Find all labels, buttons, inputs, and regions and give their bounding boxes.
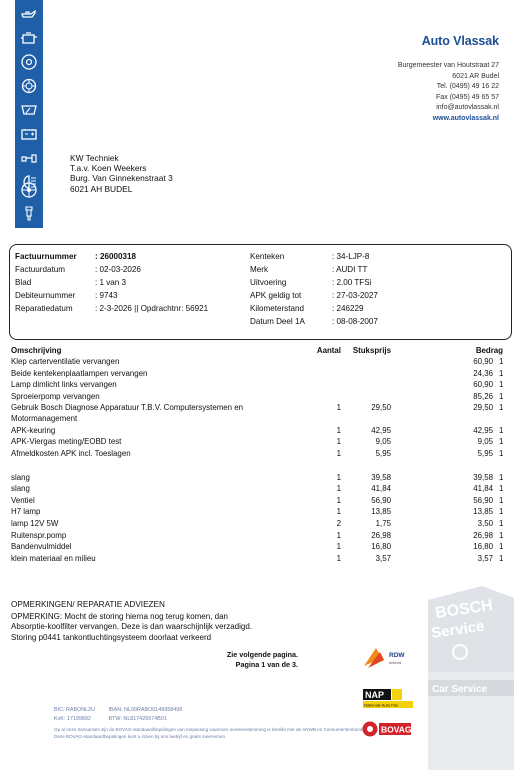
- invoice-field: [15, 276, 208, 289]
- table-row: [11, 426, 509, 438]
- vehicle-field: [250, 315, 378, 328]
- recipient-line: Burg. Van Ginnekenstraat 3: [70, 173, 173, 184]
- bank-details: [54, 706, 194, 723]
- next-page-note: Zie volgende pagina.: [226, 650, 298, 659]
- line-amount: 13,85: [473, 507, 493, 517]
- line-amount: 9,05: [477, 437, 493, 447]
- nap-text: NAP: [365, 690, 385, 700]
- company-street: Burgemeester van Houtstraat 27: [397, 62, 499, 69]
- line-unit-price: 39,58: [371, 472, 391, 482]
- table-row: [11, 519, 509, 531]
- line-quantity: 1: [336, 472, 341, 482]
- line-vat-code: 1: [499, 472, 504, 482]
- bovag-text: BOVAG: [381, 724, 412, 735]
- battery-icon: [19, 124, 39, 144]
- recipient-line: KW Techniek: [70, 153, 119, 163]
- company-name: Auto Vlassak: [421, 34, 499, 48]
- parts-lines: [11, 473, 509, 566]
- table-row: [11, 369, 509, 381]
- line-vat-code: 1: [499, 391, 504, 401]
- company-website[interactable]: www.autovlassak.nl: [432, 114, 499, 122]
- terms-note: Op al onze transacties zijn de BOVAG-standaardbepalingen van toepassing waarover overeenstemming is bereikt met de ANWB en Consumentenbond. Deze BOVAG-standaardbepalingen kunt u inzien bij ons bedrijf en gratis meenemen.: [54, 727, 364, 739]
- recipient-line: 6021 AH BUDEL: [70, 183, 133, 194]
- line-description: lamp 12V 5W: [11, 519, 59, 529]
- field-label: Factuurnummer: [15, 252, 77, 261]
- line-unit-price: 9,05: [375, 437, 391, 447]
- line-vat-code: 1: [499, 542, 504, 552]
- invoice-meta: [15, 250, 208, 315]
- line-amount: 24,36: [473, 368, 493, 378]
- remark-line: Absorptie-koolfilter vervangen. Deze is dan waarschijnlijk verzadigd.: [11, 622, 253, 631]
- line-description: Lamp dimlicht links vervangen: [11, 380, 117, 390]
- table-row: [11, 380, 509, 392]
- company-fax: Fax (0495) 49 65 57: [435, 93, 499, 101]
- line-description: Ventiel: [11, 495, 35, 505]
- remarks-heading: OPMERKINGEN/ REPARATIE ADVIEZEN: [11, 600, 165, 609]
- mileage: : 246229: [332, 302, 364, 315]
- invoice-field: [15, 250, 208, 263]
- table-row: [11, 507, 509, 519]
- field-label: Datum Deel 1A: [250, 317, 305, 326]
- line-quantity: 1: [336, 553, 341, 563]
- company-email[interactable]: info@autovlassak.nl: [436, 104, 499, 112]
- line-quantity: 1: [336, 495, 341, 505]
- company-phone: Tel. (0495) 49 16 22: [436, 83, 499, 91]
- line-quantity: 2: [336, 519, 341, 529]
- line-quantity: 1: [336, 542, 341, 552]
- line-description: klein materiaal en milieu: [11, 553, 96, 563]
- line-vat-code: 1: [499, 553, 504, 563]
- line-unit-price: 5,95: [375, 449, 391, 459]
- rdw-sub: erkend: [389, 660, 402, 665]
- air-filter-icon: [19, 76, 39, 96]
- line-amount: 41,84: [473, 484, 493, 494]
- line-vat-code: 1: [499, 495, 504, 505]
- line-amount: 85,26: [473, 391, 493, 401]
- recipient-line: T.a.v. Koen Weekers: [70, 163, 147, 174]
- line-unit-price: 1,75: [375, 519, 391, 529]
- nap-sub: Nationale Auto Pas: [364, 702, 399, 708]
- line-description: Ruitenspr.pomp: [11, 530, 67, 540]
- table-row: [11, 484, 509, 496]
- line-amount: 3,50: [477, 519, 493, 529]
- table-row: [11, 542, 509, 554]
- field-label: Kilometerstand: [250, 304, 304, 313]
- kvk-number: KvK: 17199892: [54, 715, 91, 722]
- repair-date: : 2-3-2026 || Opdrachtnr: 56921: [95, 302, 208, 315]
- table-row: [11, 449, 509, 461]
- field-label: APK geldig tot: [250, 291, 302, 300]
- table-row: [11, 531, 509, 543]
- line-quantity: 1: [336, 530, 341, 540]
- line-description: H7 lamp: [11, 507, 41, 517]
- line-description: Klep carterventilatie vervangen: [11, 357, 120, 366]
- line-unit-price: 56,90: [371, 495, 391, 505]
- table-row: [11, 554, 509, 566]
- iban: IBAN: NL09RABO0149958498: [108, 707, 183, 713]
- remark-line: Storing p0441 tankontluchtingsysteem doorlaat verkeerd: [11, 632, 212, 642]
- table-row: [11, 392, 509, 404]
- line-amount: 60,90: [473, 380, 493, 390]
- vehicle-field: [250, 276, 378, 289]
- brake-disc-icon: [19, 52, 39, 72]
- company-city: 6021 AR Budel: [452, 72, 499, 80]
- line-unit-price: 16,80: [371, 542, 391, 552]
- line-amount: 26,98: [473, 530, 493, 540]
- brand: : AUDI TT: [332, 263, 367, 276]
- line-amount: 39,58: [473, 472, 493, 482]
- invoice-lines-table: [11, 346, 509, 565]
- apk-valid-until: : 27-03-2027: [332, 289, 378, 302]
- table-row: [11, 496, 509, 508]
- table-row: [11, 473, 509, 485]
- column-description: Omschrijving: [11, 346, 62, 355]
- table-header: [11, 346, 509, 357]
- vat-number: BTW: NL817426574B01: [108, 715, 167, 722]
- spark-plug-icon: [19, 204, 39, 224]
- invoice-date: : 02-03-2026: [95, 263, 141, 276]
- table-row: [11, 357, 509, 369]
- line-description: APK-Viergas meting/EOBD test: [11, 437, 122, 447]
- line-amount: 42,95: [473, 425, 493, 435]
- license-plate: : 34-LJP-8: [332, 250, 369, 263]
- line-quantity: 1: [336, 484, 341, 494]
- sheet-number: : 1 van 3: [95, 276, 126, 289]
- watermark-car-service: Car Service: [432, 684, 488, 695]
- service-icon-strip: [15, 0, 43, 228]
- engine-icon: [19, 28, 39, 48]
- line-quantity: 1: [336, 507, 341, 517]
- field-label: Reparatiedatum: [15, 304, 73, 313]
- line-vat-code: 1: [499, 437, 504, 447]
- line-vat-code: 1: [499, 425, 504, 435]
- line-quantity: 1: [336, 437, 341, 447]
- registration-date: : 08-08-2007: [332, 315, 378, 328]
- line-unit-price: 3,57: [375, 553, 391, 563]
- version: : 2.00 TFSi: [332, 276, 371, 289]
- field-label: Blad: [15, 278, 32, 287]
- rdw-text: RDW: [389, 652, 405, 659]
- line-vat-code: 1: [499, 357, 504, 366]
- field-label: Merk: [250, 265, 268, 274]
- invoice-field: [15, 289, 208, 302]
- column-amount: Bedrag: [475, 346, 503, 355]
- field-label: Uitvoering: [250, 278, 287, 287]
- line-description: APK-keuring: [11, 425, 56, 435]
- line-description: Sproeierpomp vervangen: [11, 391, 100, 401]
- line-vat-code: 1: [499, 380, 504, 390]
- vehicle-field: [250, 289, 378, 302]
- vehicle-field: [250, 302, 378, 315]
- bovag-logo: [362, 720, 412, 738]
- line-amount: 29,50: [473, 403, 493, 413]
- line-description: Bandenvulmiddel: [11, 542, 72, 552]
- line-unit-price: 26,98: [371, 530, 391, 540]
- line-vat-code: 1: [499, 368, 504, 378]
- line-amount: 3,57: [477, 553, 493, 563]
- debtor-number: : 9743: [95, 289, 118, 302]
- remarks-section: [11, 600, 252, 643]
- field-label: Kenteken: [250, 252, 285, 261]
- line-vat-code: 1: [499, 403, 504, 413]
- table-row: [11, 403, 509, 426]
- vehicle-field: [250, 263, 378, 276]
- line-vat-code: 1: [499, 449, 504, 459]
- bosch-service-watermark: [422, 580, 516, 770]
- line-quantity: 1: [336, 403, 341, 413]
- line-vat-code: 1: [499, 484, 504, 494]
- line-amount: 16,80: [473, 542, 493, 552]
- bic: BIC: RABONL2U: [54, 707, 96, 713]
- line-description: slang: [11, 484, 30, 494]
- line-vat-code: 1: [499, 507, 504, 517]
- line-amount: 56,90: [473, 495, 493, 505]
- field-label: Debiteurnummer: [15, 291, 76, 300]
- line-quantity: 1: [336, 449, 341, 459]
- wheel-icon: [19, 180, 39, 200]
- line-unit-price: 29,50: [371, 403, 391, 413]
- invoice-info-box: [9, 244, 512, 340]
- nap-logo: [362, 688, 416, 710]
- line-amount: 60,90: [473, 357, 493, 366]
- rdw-logo: [362, 646, 412, 670]
- vehicle-meta: [250, 250, 378, 328]
- line-description: Beide kentekenplaatlampen vervangen: [11, 368, 148, 378]
- line-unit-price: 41,84: [371, 484, 391, 494]
- watermark-service: Service: [430, 617, 486, 642]
- line-description: slang: [11, 472, 30, 482]
- company-details: [398, 34, 499, 125]
- labour-lines: [11, 357, 509, 461]
- recipient-address: [70, 153, 173, 194]
- line-amount: 5,95: [477, 449, 493, 459]
- invoice-field: [15, 263, 208, 276]
- column-quantity: Aantal: [316, 346, 341, 355]
- watermark-bosch: BOSCH: [434, 597, 494, 622]
- remark-line: OPMERKING: Mocht de storing hierna nog terug komen, dan: [11, 611, 228, 621]
- line-unit-price: 13,85: [371, 507, 391, 517]
- oil-can-icon: [19, 4, 39, 24]
- line-vat-code: 1: [499, 530, 504, 540]
- page-note: [200, 650, 298, 669]
- field-label: Factuurdatum: [15, 265, 65, 274]
- vehicle-field: [250, 250, 378, 263]
- line-description: Afmeldkosten APK incl. Toeslagen: [11, 449, 131, 459]
- windshield-icon: [19, 100, 39, 120]
- invoice-number: : 26000318: [95, 250, 136, 263]
- table-row: [11, 437, 509, 449]
- line-unit-price: 42,95: [371, 425, 391, 435]
- line-description: Gebruik Bosch Diagnose Apparatuur T.B.V. Computersystemen en Motormanagement: [11, 403, 244, 423]
- page-counter: Pagina 1 van de 3.: [235, 659, 298, 669]
- column-unit-price: Stuksprijs: [352, 346, 391, 355]
- line-quantity: 1: [336, 425, 341, 435]
- transmission-icon: [19, 148, 39, 168]
- line-vat-code: 1: [499, 519, 504, 529]
- invoice-field: [15, 302, 208, 315]
